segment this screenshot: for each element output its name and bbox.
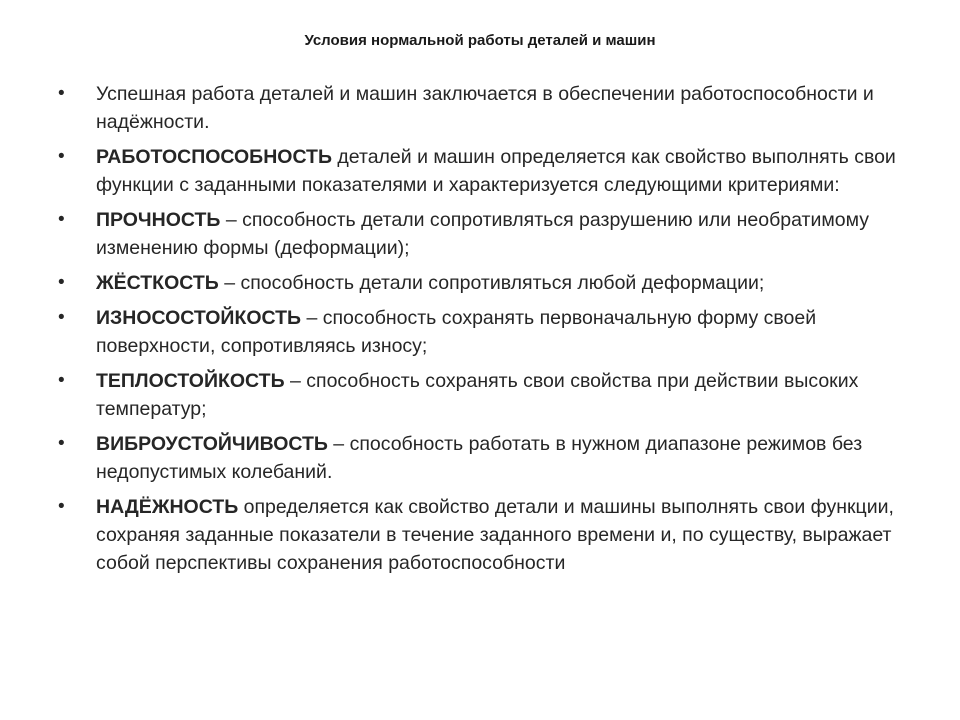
list-item-wear-resistance [58, 304, 908, 360]
item-text: – способность сохранять свои свойства при действии высоких температур; [96, 370, 859, 420]
list-item-intro [58, 80, 908, 136]
item-term: ПРОЧНОСТЬ [96, 209, 221, 231]
bullet-icon: • [58, 209, 65, 230]
list-item-reliability [58, 493, 908, 577]
bullet-icon: • [58, 370, 65, 391]
item-text: – способность работать в нужном диапазоне режимов без недопустимых колебаний. [96, 433, 863, 483]
item-text: – способность детали сопротивляться разрушению или необратимому изменению формы (деформации); [96, 209, 869, 259]
bullet-icon: • [58, 83, 65, 104]
list-item-vibration-resistance [58, 430, 908, 486]
item-term: НАДЁЖНОСТЬ [96, 496, 239, 518]
list-item-heat-resistance [58, 367, 908, 423]
item-text: – способность сохранять первоначальную форму своей поверхности, сопротивляясь износу; [96, 307, 817, 357]
item-term: ИЗНОСОСТОЙКОСТЬ [96, 307, 302, 329]
bullet-icon: • [58, 272, 65, 293]
item-text: деталей и машин определяется как свойство выполнять свои функции с заданными показателями и характеризуется следующими критериями: [96, 146, 896, 196]
bullet-icon: • [58, 496, 65, 517]
bullet-icon: • [58, 433, 65, 454]
bullet-list [58, 80, 908, 584]
item-text: Успешная работа деталей и машин заключается в обеспечении работоспособности и надёжности. [96, 83, 874, 133]
item-term: РАБОТОСПОСОБНОСТЬ [96, 146, 332, 168]
item-text: – способность детали сопротивляться любой деформации; [218, 272, 765, 294]
list-item-stiffness [58, 269, 908, 297]
item-text: определяется как свойство детали и машины выполнять свои функции, сохраняя заданные показатели в течение заданного времени и, по существу, выражает собой перспективы сохранения работоспособности [96, 496, 894, 574]
slide-title: Условия нормальной работы деталей и машин [304, 32, 656, 49]
item-term: ТЕПЛОСТОЙКОСТЬ [96, 370, 285, 392]
list-item-strength [58, 206, 908, 262]
bullet-icon: • [58, 307, 65, 328]
bullet-icon: • [58, 146, 65, 167]
item-term: ЖЁСТКОСТЬ [96, 272, 219, 294]
item-term: ВИБРОУСТОЙЧИВОСТЬ [96, 433, 328, 455]
list-item-operability [58, 143, 908, 199]
